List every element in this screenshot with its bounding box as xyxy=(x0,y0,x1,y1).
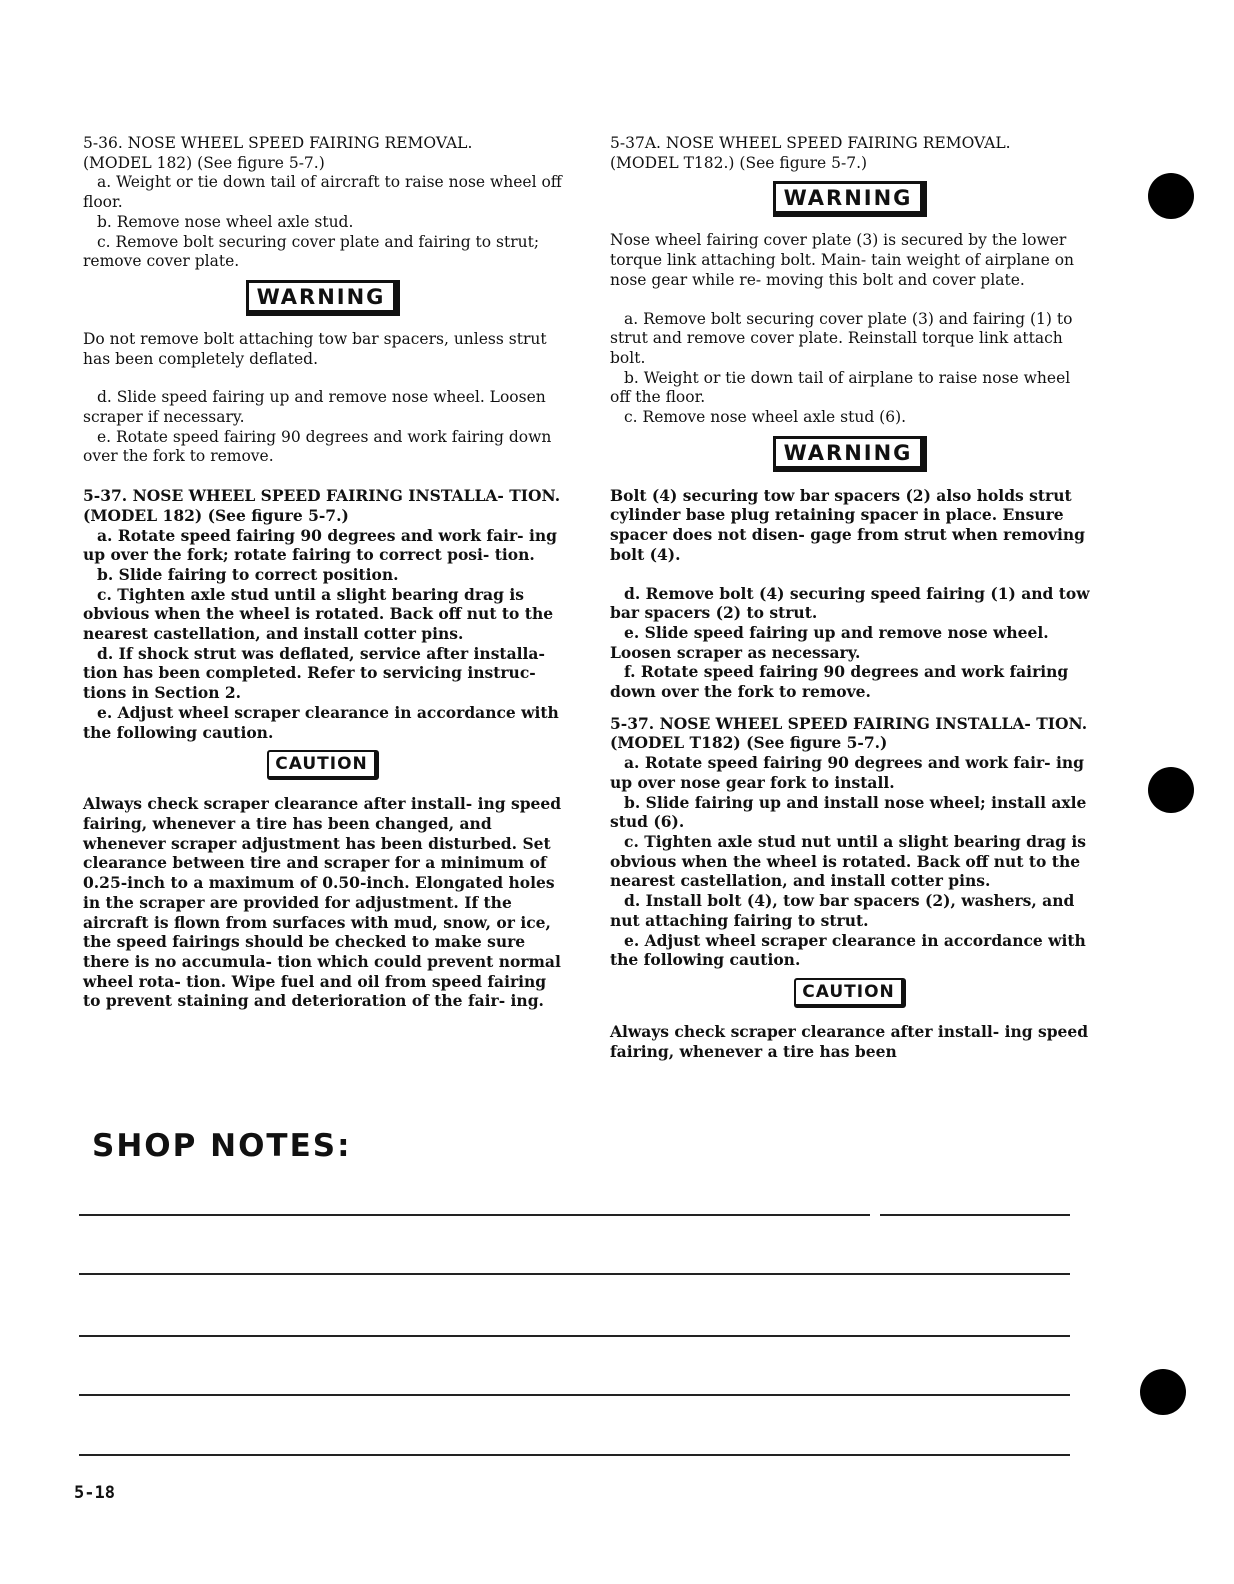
left-column xyxy=(83,134,563,1011)
step-c: c. Remove nose wheel axle stud (6). xyxy=(624,408,907,427)
binder-hole-middle xyxy=(1148,767,1194,813)
shop-notes-heading: SHOP NOTES: xyxy=(92,1128,352,1164)
warning-badge: WARNING xyxy=(773,181,928,217)
step-c: c. Remove bolt securing cover plate and fairing to strut; remove cover plate. xyxy=(83,232,540,271)
section-5-36-subtitle: (MODEL 182) (See figure 5-7.) xyxy=(83,153,325,172)
step-b: b. Remove nose wheel axle stud. xyxy=(97,212,354,231)
section-5-36-title: 5-36. NOSE WHEEL SPEED FAIRING REMOVAL. xyxy=(83,134,473,152)
step-d: d. Remove bolt (4) securing speed fairing (1) and tow bar spacers (2) to strut. xyxy=(610,583,1090,623)
install-step-c: c. Tighten axle stud until a slight bearing drag is obvious when the wheel is rotated. Back off nut to the nearest castellation, and install cotter pins. xyxy=(83,584,554,644)
notes-line xyxy=(79,1273,1070,1275)
install-step-e: e. Adjust wheel scraper clearance in accordance with the following caution. xyxy=(83,702,559,742)
step-b: b. Weight or tie down tail of airplane to raise nose wheel off the floor. xyxy=(610,368,1071,407)
install-step-a: a. Rotate speed fairing 90 degrees and work fair- ing up over nose gear fork to install. xyxy=(610,753,1084,792)
section-5-37a-title: 5-37A. NOSE WHEEL SPEED FAIRING REMOVAL. xyxy=(610,134,1011,152)
install-step-a: a. Rotate speed fairing 90 degrees and work fair- ing up over the fork; rotate fairing to correct posi- tion. xyxy=(83,525,557,565)
step-e: e. Slide speed fairing up and remove nose wheel. Loosen scraper as necessary. xyxy=(610,622,1049,662)
section-5-37-title: 5-37. NOSE WHEEL SPEED FAIRING INSTALLA- TION. (MODEL T182) (See figure 5-7.) xyxy=(610,713,1088,753)
caution-text: Always check scraper clearance after install- ing speed fairing, whenever a tire has been changed, and whenever scraper adjustment has been disturbed. Set clearance between tire and scraper for a minimum of 0.25-inch to a maximum of 0.50-inch. Elongated holes in the scraper are provided for adjustment. If the aircraft is flown from surfaces with mud, snow, or ice, the speed fairings should be checked to make sure there is no accumula- tion which could prevent normal wheel rota- tion. Wipe fuel and oil from speed fairing to prevent staining and deterioration of the fair- ing. xyxy=(83,794,562,1011)
step-e: e. Rotate speed fairing 90 degrees and work fairing down over the fork to remove. xyxy=(83,427,552,466)
warning-text: Do not remove bolt attaching tow bar spacers, unless strut has been completely deflated. xyxy=(83,329,547,368)
install-step-d: d. If shock strut was deflated, service after installa- tion has been completed. Refer to servicing instruc- tions in Section 2. xyxy=(83,643,545,703)
caution-text: Always check scraper clearance after install- ing speed fairing, whenever a tire has been xyxy=(610,1021,1089,1061)
caution-badge: CAUTION xyxy=(267,750,379,780)
warning-text: Bolt (4) securing tow bar spacers (2) also holds strut cylinder base plug retaining spacer in place. Ensure spacer does not disen- gage from strut when removing bolt (4). xyxy=(610,485,1085,564)
install-step-c: c. Tighten axle stud nut until a slight bearing drag is obvious when the wheel is rotated. Back off nut to the nearest castellation, and install cotter pins. xyxy=(610,831,1087,891)
install-step-b: b. Slide fairing to correct position. xyxy=(97,564,399,584)
step-d: d. Slide speed fairing up and remove nose wheel. Loosen scraper if necessary. xyxy=(83,388,546,427)
install-step-d: d. Install bolt (4), tow bar spacers (2), washers, and nut attaching fairing to strut. xyxy=(610,891,1075,930)
caution-badge: CAUTION xyxy=(794,978,906,1008)
right-column xyxy=(610,134,1090,1061)
step-f: f. Rotate speed fairing 90 degrees and work fairing down over the fork to remove. xyxy=(610,662,1069,702)
install-step-e: e. Adjust wheel scraper clearance in accordance with the following caution. xyxy=(610,930,1086,970)
section-5-37-title: 5-37. NOSE WHEEL SPEED FAIRING INSTALLA- TION. (MODEL 182) (See figure 5-7.) xyxy=(83,486,561,525)
binder-hole-top xyxy=(1148,173,1194,219)
notes-line xyxy=(79,1214,870,1216)
notes-line xyxy=(79,1335,1070,1337)
warning-badge: WARNING xyxy=(773,436,928,472)
notes-line xyxy=(880,1214,1070,1216)
warning-text: Nose wheel fairing cover plate (3) is secured by the lower torque link attaching bolt. Main- tain weight of airplane on nose gear while re- moving this bolt and cover plate. xyxy=(610,231,1075,289)
binder-hole-bottom xyxy=(1140,1369,1186,1415)
notes-line xyxy=(79,1454,1070,1456)
install-step-b: b. Slide fairing up and install nose wheel; install axle stud (6). xyxy=(610,792,1087,832)
page-number: 5-18 xyxy=(74,1483,115,1503)
step-a: a. Weight or tie down tail of aircraft to raise nose wheel off floor. xyxy=(83,173,562,212)
step-a: a. Remove bolt securing cover plate (3) and fairing (1) to strut and remove cover plate. Reinstall torque link attach bolt. xyxy=(610,309,1073,367)
warning-badge: WARNING xyxy=(246,280,401,316)
section-5-37a-subtitle: (MODEL T182.) (See figure 5-7.) xyxy=(610,153,868,172)
notes-line xyxy=(79,1394,1070,1396)
